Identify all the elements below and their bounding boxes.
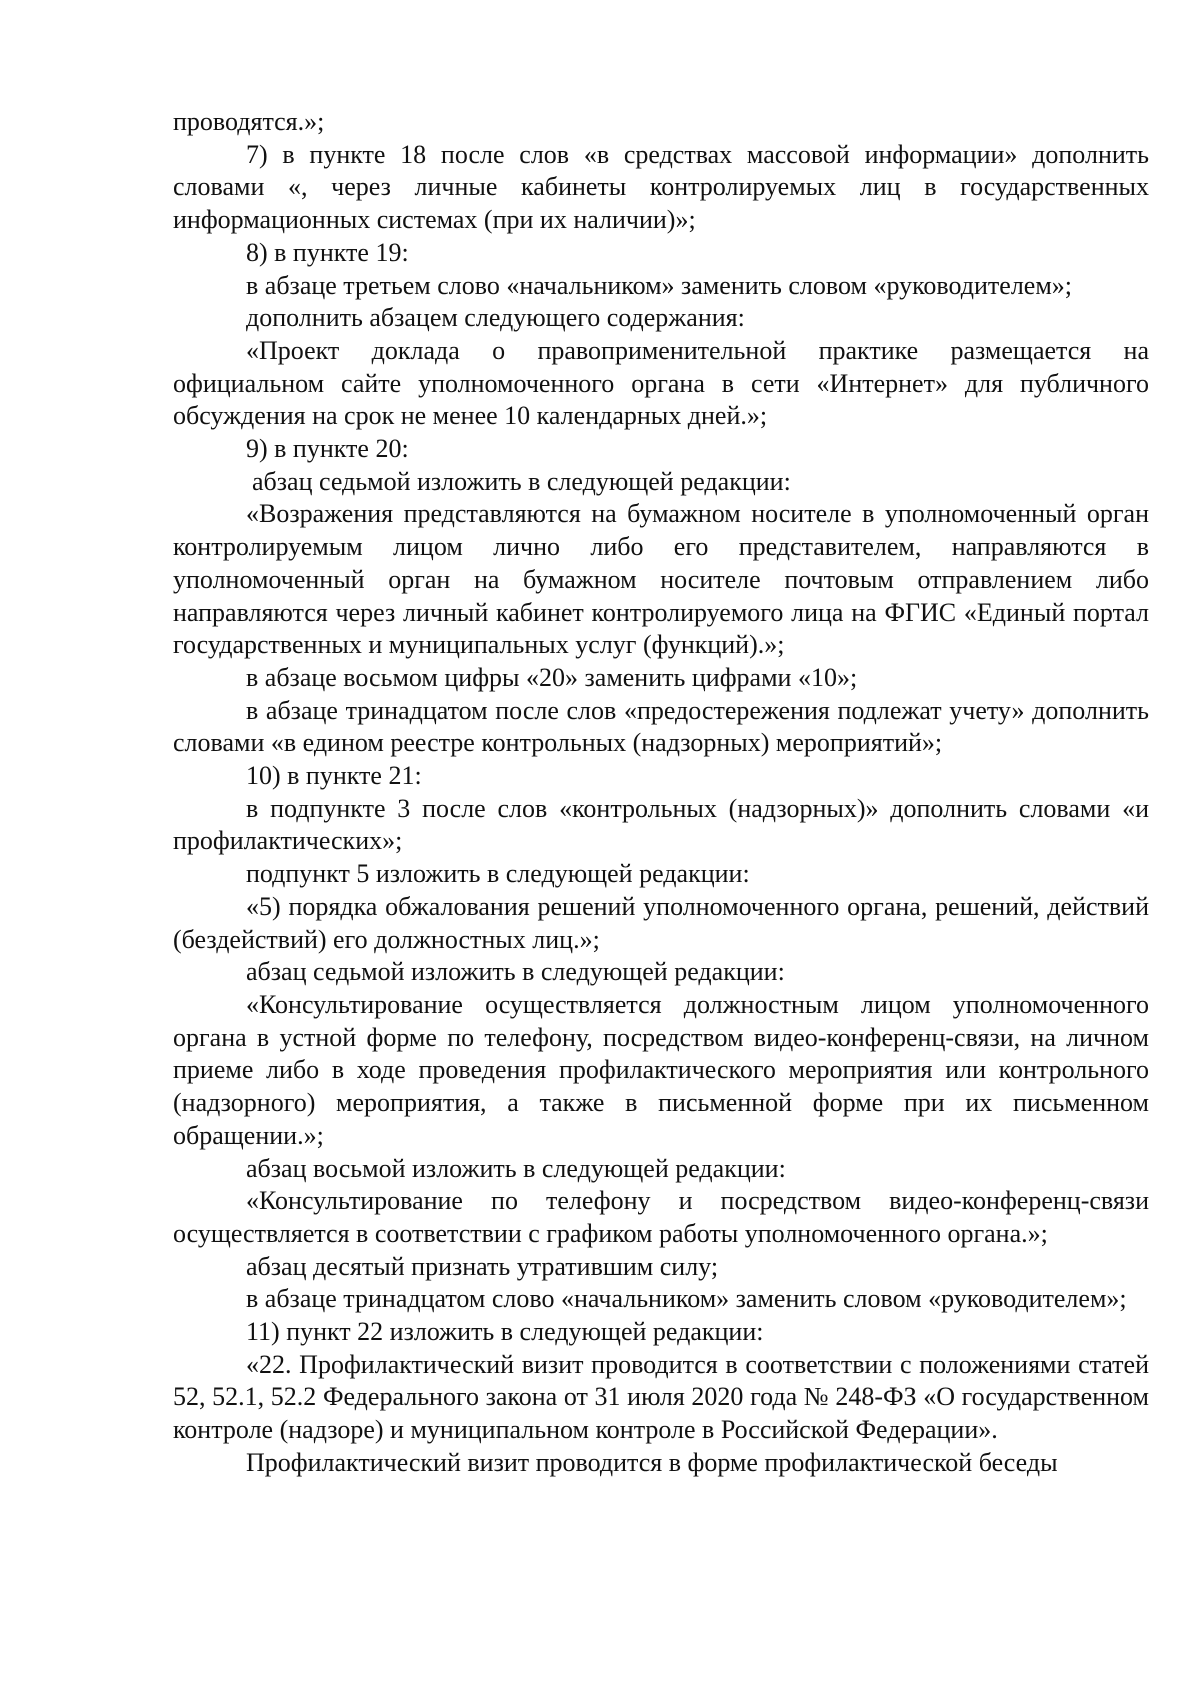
paragraph-item-10-quote-1: «5) порядка обжалования решений уполномоченного органа, решений, действий (бездействий) его должностных лиц.»; bbox=[173, 891, 1149, 954]
paragraph-item-9-heading: 9) в пункте 20: bbox=[246, 434, 409, 464]
paragraph-item-8-heading: 8) в пункте 19: bbox=[246, 237, 409, 267]
paragraph-item-11-continuation: Профилактический визит проводится в форме профилактической беседы bbox=[246, 1447, 1058, 1477]
paragraph-item-10-amendment-2: подпункт 5 изложить в следующей редакции: bbox=[246, 859, 750, 889]
paragraph-item-9-amendment-3: в абзаце тринадцатом после слов «предостережения подлежат учету» дополнить словами «в едином реестре контрольных (надзорных) мероприятий»; bbox=[173, 695, 1149, 758]
paragraph-item-10-amendment-1: в подпункте 3 после слов «контрольных (надзорных)» дополнить словами «и профилактических»; bbox=[173, 793, 1149, 856]
paragraph-item-9-amendment-1: абзац седьмой изложить в следующей редакции: bbox=[252, 466, 791, 496]
paragraph-item-8-amendment-2: дополнить абзацем следующего содержания: bbox=[246, 303, 745, 333]
paragraph-item-10-heading: 10) в пункте 21: bbox=[246, 761, 422, 791]
paragraph-item-10-amendment-6: в абзаце тринадцатом слово «начальником» заменить словом «руководителем»; bbox=[246, 1284, 1127, 1314]
paragraph-item-9-amendment-2: в абзаце восьмом цифры «20» заменить цифрами «10»; bbox=[246, 662, 858, 692]
paragraph-item-10-amendment-5: абзац десятый признать утратившим силу; bbox=[246, 1251, 719, 1281]
paragraph-item-8-quote: «Проект доклада о правоприменительной практике размещается на официальном сайте уполномоченного органа в сети «Интернет» для публичного обсуждения на срок не менее 10 календарных дней.»; bbox=[173, 335, 1149, 431]
paragraph-item-10-amendment-4: абзац восьмой изложить в следующей редакции: bbox=[246, 1153, 786, 1183]
paragraph-item-9-quote: «Возражения представляются на бумажном носителе в уполномоченный орган контролируемым лицом лично либо его представителем, направляются в уполномоченный орган на бумажном носителе почтовым отправлением либо направляются через личный кабинет контролируемого лица на ФГИС «Единый портал государственных и муниципальных услуг (функций).»; bbox=[173, 499, 1149, 660]
paragraph-continuation: проводятся.»; bbox=[173, 107, 325, 136]
paragraph-item-10-quote-2: «Консультирование осуществляется должностным лицом уполномоченного органа в устной форме по телефону, посредством видео-конференц-связи, на личном приеме либо в ходе проведения профилактического мероприятия или контрольного (надзорного) мероприятия, а также в письменной форме при их письменном обращении.»; bbox=[173, 989, 1149, 1150]
paragraph-item-8-amendment-1: в абзаце третьем слово «начальником» заменить словом «руководителем»; bbox=[246, 270, 1073, 300]
paragraph-item-7: 7) в пункте 18 после слов «в средствах массовой информации» дополнить словами «, через личные кабинеты контролируемых лиц в государственных информационных системах (при их наличии)»; bbox=[173, 139, 1149, 235]
paragraph-item-11-heading: 11) пункт 22 изложить в следующей редакции: bbox=[246, 1317, 764, 1347]
paragraph-item-10-amendment-3: абзац седьмой изложить в следующей редакции: bbox=[246, 957, 785, 987]
paragraph-item-10-quote-3: «Консультирование по телефону и посредством видео-конференц-связи осуществляется в соответствии с графиком работы уполномоченного органа.»; bbox=[173, 1186, 1149, 1248]
paragraph-item-11-quote: «22. Профилактический визит проводится в соответствии с положениями статей 52, 52.1, 52.2 Федерального закона от 31 июля 2020 года № 248-ФЗ «О государственном контроле (надзоре) и муниципальном контроле в Российской Федерации». bbox=[173, 1349, 1149, 1445]
document-page bbox=[173, 106, 1149, 1480]
